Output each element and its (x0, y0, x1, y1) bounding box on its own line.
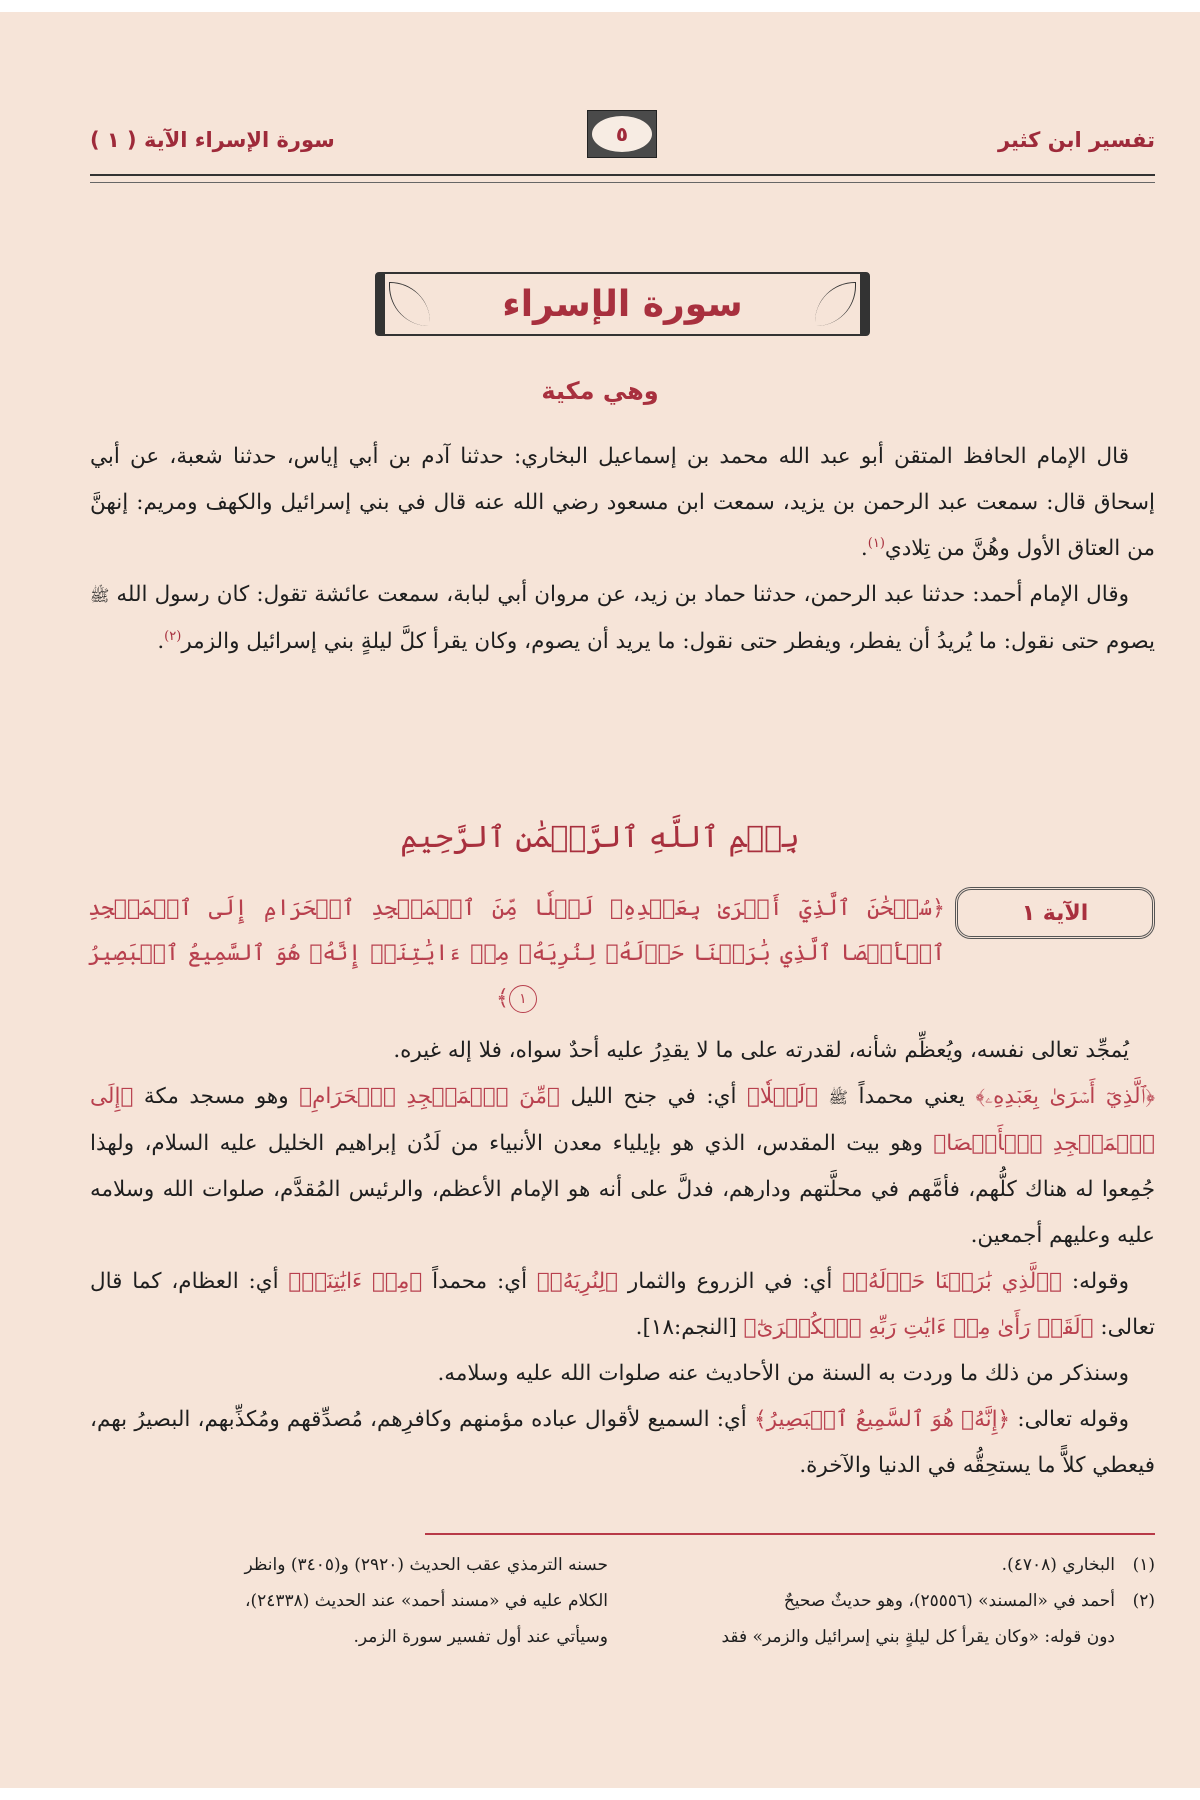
book-page (0, 12, 1200, 1788)
intro-section (90, 434, 1155, 665)
ayah-text: ﴿سُبۡحَٰنَ ٱلَّذِيٓ أَسۡرَىٰ بِعَبۡدِهِۦ لَيۡلٗا مِّنَ ٱلۡمَسۡجِدِ ٱلۡحَرَامِ إِلَى ٱلۡمَسۡجِدِ ٱلۡأَقۡصَا ٱلَّذِي بَٰرَكۡنَا حَوۡلَهُۥ لِنُرِيَهُۥ مِنۡ ءَايَٰتِنَآۚ إِنَّهُۥ هُوَ ٱلسَّمِيعُ ٱلۡبَصِيرُ ١﴾ (88, 896, 945, 1011)
footnote-2-line-4: الكلام عليه في «مسند أحمد» عند الحديث (٢٤٣٣٨)، (244, 1591, 608, 1611)
surah-title-frame (375, 272, 870, 336)
footnotes-left-column (88, 1547, 608, 1655)
ayah-number-icon: ١ (509, 985, 537, 1013)
book-title: تفسير ابن كثير (997, 128, 1155, 152)
footnote-2-line-3: حسنه الترمذي عقب الحديث (٢٩٢٠) و(٣٤٠٥) وانظر (244, 1555, 608, 1575)
footnotes (88, 1547, 1155, 1667)
footnotes-right-column (595, 1547, 1155, 1655)
tafsir-paragraph-5: وقوله تعالى: ﴿إِنَّهُۥ هُوَ ٱلسَّمِيعُ ٱلۡبَصِيرُ﴾ أي: السميع لأقوال عباده مؤمنهم وكافرِهم، مُصدِّقهم ومُكذِّبهم، البصيرُ بهم، فيعطي كلاًّ ما يستحِقُّه في الدنيا والآخرة. (90, 1407, 1155, 1478)
footnote-2: (٢)أحمد في «المسند» (٢٥٥٥٦)، وهو حديثٌ صحيحٌ (783, 1591, 1155, 1611)
tafsir-section (90, 1028, 1155, 1489)
page-number: ٥ (592, 116, 652, 152)
bismillah: بِسۡمِ ٱللَّهِ ٱلرَّحۡمَٰنِ ٱلرَّحِيمِ (400, 820, 800, 855)
surah-subtitle: وهي مكية (541, 377, 659, 405)
tafsir-paragraph-2: ﴿ٱلَّذِيٓ أَسۡرَىٰ بِعَبۡدِهِۦ﴾ يعني محمداً ﷺ ﴿لَيۡلٗا﴾ أي: في جنح الليل ﴿مِّنَ ٱلۡمَسۡجِدِ ٱلۡحَرَامِ﴾ وهو مسجد مكة ﴿إِلَى ٱلۡمَسۡجِدِ ٱلۡأَقۡصَا﴾ وهو بيت المقدس، الذي هو بإيلياء معدن الأنبياء من لَدُن إبراهيم الخليل عليه السلام، ولهذا جُمِعوا له هناك كلُّهم، فأمَّهم في محلَّتهم ودارهم، فدلَّ على أنه هو الإمام الأعظم، والرئيس المُقدَّم، صلوات الله وسلامه عليه وعليهم أجمعين. (90, 1084, 1155, 1248)
tafsir-paragraph-4: وسنذكر من ذلك ما وردت به السنة من الأحاديث عنه صلوات الله عليه وسلامه. (437, 1361, 1129, 1386)
page-number-frame (587, 110, 657, 158)
intro-paragraph-2: وقال الإمام أحمد: حدثنا عبد الرحمن، حدثنا حماد بن زيد، عن مروان أبي لبابة، سمعت عائشة تقول: كان رسول الله ﷺ يصوم حتى نقول: ما يُريدُ أن يفطر، ويفطر حتى نقول: ما يريد أن يصوم، وكان يقرأ كلَّ ليلةٍ بني إسرائيل والزمر$^{(٢)}$. (90, 582, 1155, 654)
footnote-ref-2[interactable]: (٢) (164, 628, 182, 644)
intro-paragraph-1: قال الإمام الحافظ المتقن أبو عبد الله محمد بن إسماعيل البخاري: حدثنا آدم بن أبي إياس، حدثنا شعبة، عن أبي إسحاق قال: سمعت عبد الرحمن بن يزيد، سمعت ابن مسعود رضي الله عنه قال في بني إسرائيل والكهف ومريم: إنهنَّ من العتاق الأول وهُنَّ من تِلادي$^{(١)}$. (90, 444, 1155, 561)
surah-reference: سورة الإسراء الآية ( ١ ) (90, 128, 335, 152)
header-rule (90, 174, 1155, 183)
ayah-label-box (955, 887, 1155, 939)
footnote-2-line-5: وسيأتي عند أول تفسير سورة الزمر. (353, 1627, 608, 1647)
tafsir-paragraph-1: يُمجِّد تعالى نفسه، ويُعظِّم شأنه، لقدرته على ما لا يقدِرُ عليه أحدٌ سواه، فلا إله غيره. (393, 1038, 1129, 1063)
surah-title: سورة الإسراء (502, 283, 743, 325)
footnote-2-continued: دون قوله: «وكان يقرأ كل ليلةٍ بني إسرائيل والزمر» فقد (721, 1627, 1115, 1647)
footnote-1: (١)البخاري (٤٧٠٨). (1001, 1555, 1155, 1575)
running-header (90, 122, 1155, 162)
footnote-rule (425, 1533, 1155, 1535)
salawat-glyph: ﷺ (90, 586, 110, 605)
ayah-label: الآية ١ (1021, 900, 1089, 926)
footnote-ref-1[interactable]: (١) (867, 535, 885, 551)
tafsir-paragraph-3: وقوله: ﴿ٱلَّذِي بَٰرَكۡنَا حَوۡلَهُۥ﴾ أي: في الزروع والثمار ﴿لِنُرِيَهُۥ﴾ أي: محمداً ﴿مِنۡ ءَايَٰتِنَآۚ﴾ أي: العظام، كما قال تعالى: ﴿لَقَدۡ رَأَىٰ مِنۡ ءَايَٰتِ رَبِّهِ ٱلۡكُبۡرَىٰٓ﴾ [النجم:١٨]. (90, 1269, 1155, 1340)
salawat-glyph: ﷺ (828, 1088, 848, 1107)
